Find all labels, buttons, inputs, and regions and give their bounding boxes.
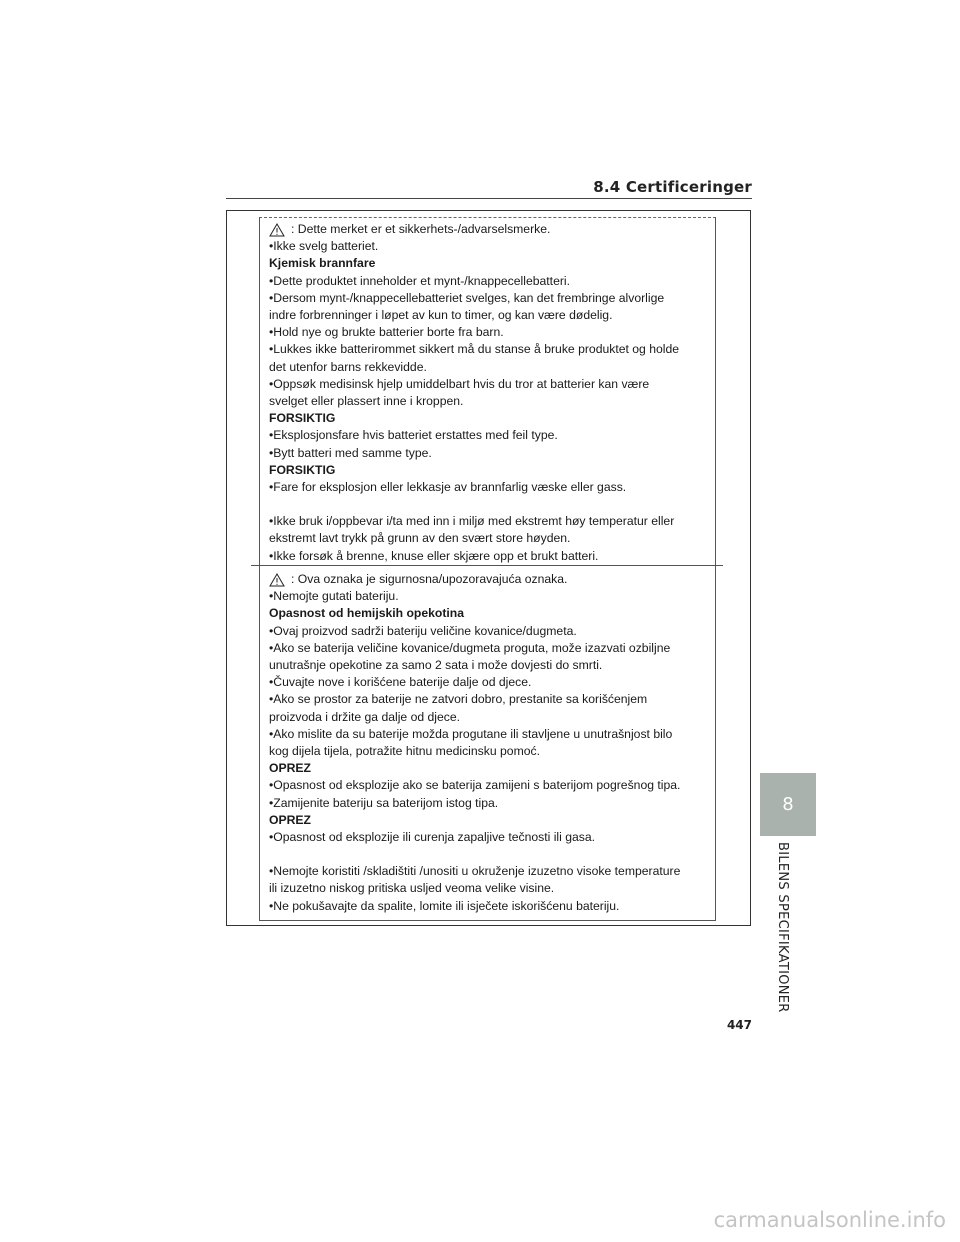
language-divider <box>251 565 723 566</box>
watermark: carmanualsonline.info <box>713 1208 946 1232</box>
chapter-tab[interactable]: 8 <box>760 773 816 836</box>
chapter-label: BILENS SPECIFIKATIONER <box>775 842 790 1013</box>
text-line: •Ikke svelg batteriet. <box>269 239 379 254</box>
text-line: unutrašnje opekotine za samo 2 sata i može dovjesti do smrti. <box>269 658 603 673</box>
text-line: •Ako mislite da su baterije možda progutane ili stavljene u unutrašnjost bilo <box>269 726 673 741</box>
text-line: •Ikke forsøk å brenne, knuse eller skjære opp et brukt batteri. <box>269 548 599 563</box>
warning-symbol-text: : Dette merket er et sikkerhets-/advarselsmerke. <box>291 222 551 236</box>
croatian-warning-block <box>269 571 709 915</box>
text-line: •Ako se baterija veličine kovanice/dugmeta proguta, može izazvati ozbiljne <box>269 640 671 655</box>
text-line: •Zamijenite bateriju sa baterijom istog tipa. <box>269 795 499 810</box>
section-heading: OPREZ <box>269 761 311 776</box>
section-heading: FORSIKTIG <box>269 462 336 477</box>
text-line: •Ikke bruk i/oppbevar i/ta med inn i miljø med ekstremt høy temperatur eller <box>269 514 675 529</box>
section-heading: FORSIKTIG <box>269 411 336 426</box>
page-number: 447 <box>726 1018 752 1032</box>
text-line: kog dijela tijela, potražite hitnu medicinsku pomoć. <box>269 744 540 759</box>
text-line: •Ako se prostor za baterije ne zatvori dobro, prestanite sa korišćenjem <box>269 692 648 707</box>
text-line: svelget eller plassert inne i kroppen. <box>269 394 464 409</box>
section-heading: OPREZ <box>269 812 311 827</box>
text-line: •Dette produktet inneholder et mynt-/knappecellebatteri. <box>269 273 571 288</box>
warning-symbol-text: : Ova oznaka je sigurnosna/upozoravajuća oznaka. <box>291 572 568 586</box>
text-line: •Oppsøk medisinsk hjelp umiddelbart hvis du tror at batterier kan være <box>269 376 650 391</box>
text-line: ili izuzetno niskog pritiska usljed veoma velike visine. <box>269 881 555 896</box>
text-line: det utenfor barns rekkevidde. <box>269 359 427 374</box>
section-heading: Kjemisk brannfare <box>269 256 376 271</box>
text-line: indre forbrenninger i løpet av kun to timer, og kan være dødelig. <box>269 308 613 323</box>
header-rule <box>226 198 752 199</box>
text-line: •Eksplosjonsfare hvis batteriet erstattes med feil type. <box>269 428 558 443</box>
text-line: •Ovaj proizvod sadrži bateriju veličine kovanice/dugmeta. <box>269 623 577 638</box>
text-line: •Opasnost od eksplozije ako se baterija zamijeni s baterijom pogrešnog tipa. <box>269 778 681 793</box>
section-title: 8.4 Certificeringer <box>593 178 752 196</box>
section-heading: Opasnost od hemijskih opekotina <box>269 606 465 621</box>
warning-triangle-icon <box>269 223 285 237</box>
certificate-scan <box>226 210 751 926</box>
text-line: •Nemojte koristiti /skladištiti /unositi u okruženje izuzetno visoke temperature <box>269 864 681 879</box>
warning-triangle-icon <box>269 573 285 587</box>
text-line: •Hold nye og brukte batterier borte fra barn. <box>269 325 504 340</box>
text-line: •Fare for eksplosjon eller lekkasje av brannfarlig væske eller gass. <box>269 480 627 495</box>
text-line: •Lukkes ikke batterirommet sikkert må du stanse å bruke produktet og holde <box>269 342 680 357</box>
text-line: •Opasnost od eksplozije ili curenja zapaljive tečnosti ili gasa. <box>269 830 596 845</box>
text-line: •Čuvajte nove i korišćene baterije dalje od djece. <box>269 675 532 690</box>
text-line: •Nemojte gutati bateriju. <box>269 589 399 604</box>
text-line: proizvoda i držite ga dalje od djece. <box>269 709 461 724</box>
norwegian-warning-block <box>269 221 709 565</box>
text-line: •Bytt batteri med samme type. <box>269 445 432 460</box>
text-line: ekstremt lavt trykk på grunn av den svært store høyden. <box>269 531 571 546</box>
text-line: •Dersom mynt-/knappecellebatteriet svelges, kan det frembringe alvorlige <box>269 290 665 305</box>
text-line: •Ne pokušavajte da spalite, lomite ili isječete iskorišćenu bateriju. <box>269 898 620 913</box>
